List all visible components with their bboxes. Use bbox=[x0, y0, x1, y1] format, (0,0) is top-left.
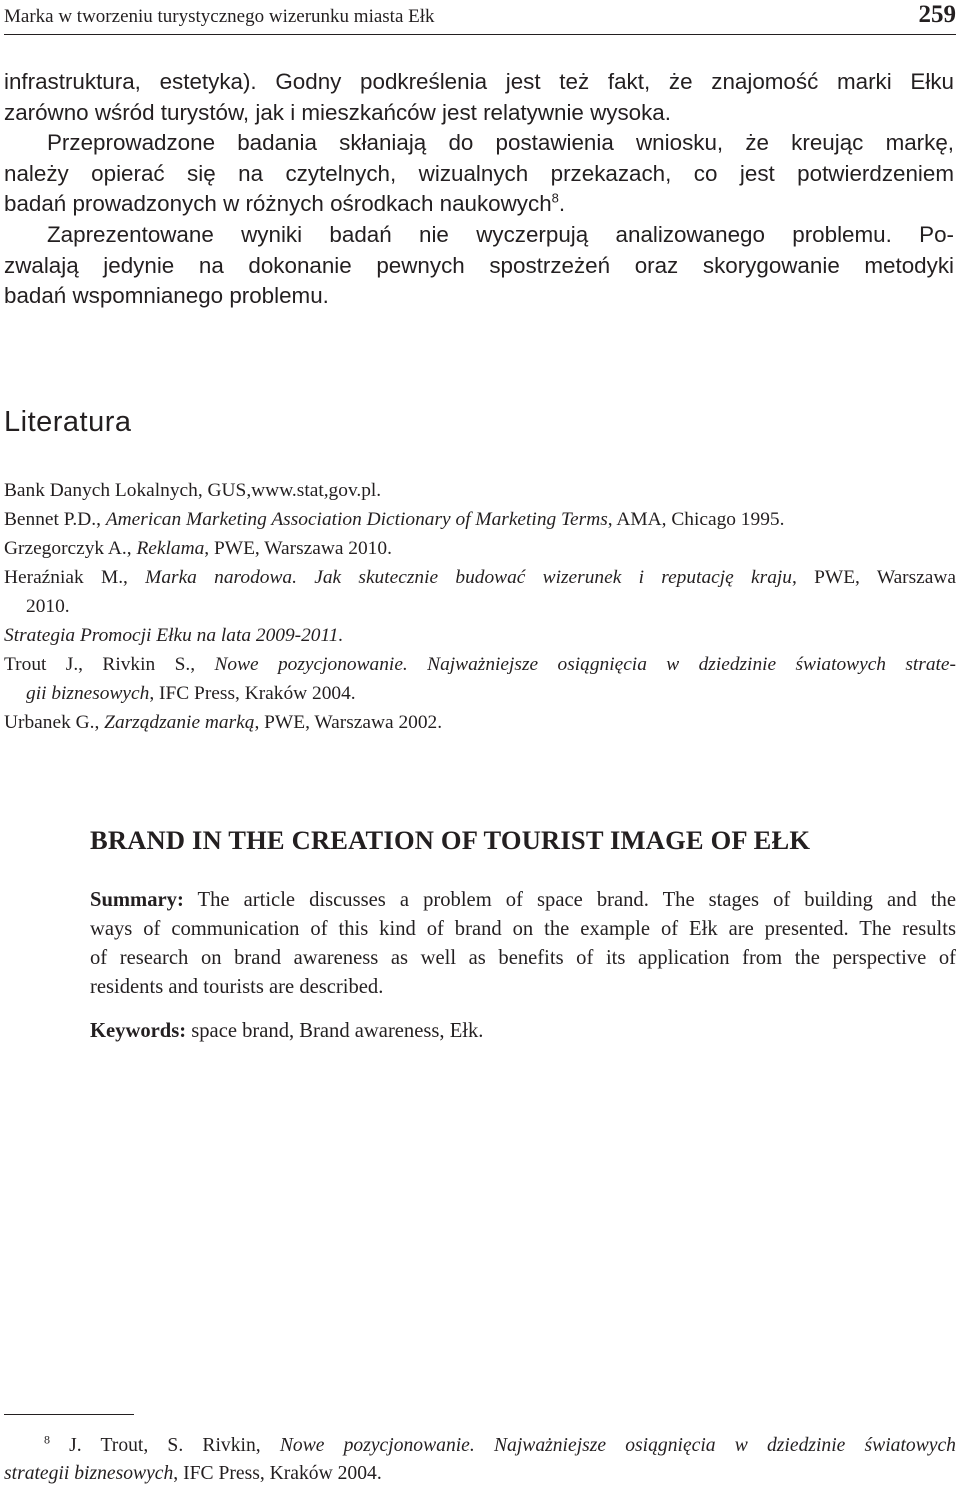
english-summary bbox=[90, 886, 956, 1002]
summary-text: The article discusses a problem of space brand. The stages of building and the bbox=[183, 889, 956, 911]
entry-publisher: , PWE, Warszawa 2010. bbox=[204, 538, 392, 559]
body-line: Przeprowadzone badania skłaniają do postawienia wniosku, że kreując markę, bbox=[47, 130, 954, 156]
body-line-end: . bbox=[558, 191, 566, 217]
running-title: Marka w tworzeniu turystycznego wizerunku miasta Ełk bbox=[4, 6, 435, 27]
running-header bbox=[4, 0, 956, 35]
body-line: infrastruktura, estetyka). Godny podkreślenia jest też fakt, że znajomość marki Ełku bbox=[4, 69, 954, 94]
page-number: 259 bbox=[918, 1, 956, 28]
footnote-divider bbox=[4, 1414, 134, 1415]
bibliography-entry-continuation bbox=[4, 679, 956, 708]
bibliography-entry: Bank Danych Lokalnych, GUS,www.stat,gov.pl. bbox=[4, 480, 382, 501]
entry-title: Zarządzanie marką bbox=[104, 712, 255, 733]
entry-publisher: , PWE, Warszawa 2002. bbox=[254, 712, 443, 733]
entry-title: Nowe pozycjonowanie. Najważniejsze osiągnięcia w dziedzinie światowych strate- bbox=[214, 654, 956, 675]
bibliography-entry bbox=[4, 708, 956, 737]
keywords-text: space brand, Brand awareness, Ełk. bbox=[186, 1020, 484, 1042]
body-line: badań wspomnianego problemu. bbox=[4, 283, 329, 309]
body-line: należy opierać się na czytelnych, wizualnych przekazach, co jest potwierdzeniem bbox=[4, 160, 954, 186]
footnote-title: strategii biznesowych bbox=[4, 1463, 174, 1484]
entry-publisher: , IFC Press, Kraków 2004. bbox=[149, 683, 356, 704]
entry-title: Reklama bbox=[136, 538, 205, 559]
footnote-author: J. Trout, S. Rivkin, bbox=[50, 1435, 280, 1456]
footnote-title: Nowe pozycjonowanie. Najważniejsze osiągnięcia w dziedzinie światowych bbox=[279, 1435, 956, 1456]
bibliography-entry bbox=[4, 534, 956, 563]
entry-author: Grzegorczyk A., bbox=[4, 538, 137, 559]
footnote-line bbox=[4, 1460, 956, 1488]
body-line: zarówno wśród turystów, jak i mieszkańców jest relatywnie wysoka. bbox=[4, 99, 671, 125]
entry-title: American Marketing Association Dictionary of Marketing Terms bbox=[105, 509, 608, 530]
entry-author: Heraźniak M., bbox=[4, 567, 146, 588]
english-title: BRAND IN THE CREATION OF TOURIST IMAGE OF EŁK bbox=[90, 825, 811, 855]
summary-line bbox=[90, 886, 956, 915]
keywords-label: Keywords: bbox=[90, 1020, 187, 1042]
bibliography-entry-continuation: 2010. bbox=[26, 596, 70, 617]
bibliography-entry bbox=[4, 563, 956, 592]
bibliography bbox=[4, 476, 956, 737]
bibliography-entry bbox=[4, 505, 956, 534]
footnote-line bbox=[4, 1432, 956, 1460]
entry-author: Trout J., Rivkin S., bbox=[4, 654, 215, 675]
literature-heading: Literatura bbox=[4, 406, 132, 438]
keywords bbox=[90, 1017, 483, 1046]
bibliography-entry: Strategia Promocji Ełku na lata 2009-2011. bbox=[4, 625, 344, 646]
body-line bbox=[4, 189, 954, 220]
entry-publisher: , PWE, Warszawa bbox=[791, 567, 957, 588]
bibliography-entry bbox=[4, 650, 956, 679]
entry-title: gii biznesowych bbox=[26, 683, 150, 704]
entry-publisher: , AMA, Chicago 1995. bbox=[607, 509, 785, 530]
summary-line: of research on brand awareness as well as benefits of its application from the perspective of bbox=[90, 947, 956, 969]
footnote-mark: 8 bbox=[44, 1432, 50, 1447]
footnote bbox=[4, 1432, 956, 1488]
footnote-reference[interactable]: 8 bbox=[551, 190, 559, 206]
body-line: Zaprezentowane wyniki badań nie wyczerpują analizowanego problemu. Po- bbox=[47, 221, 954, 247]
entry-author: Bennet P.D., bbox=[4, 509, 106, 530]
body-paragraphs bbox=[4, 67, 954, 312]
body-line-text: badań prowadzonych w różnych ośrodkach naukowych bbox=[4, 191, 552, 217]
entry-title: Marka narodowa. Jak skutecznie budować wizerunek i reputację kraju bbox=[145, 567, 792, 588]
body-line: zwalają jedynie na dokonanie pewnych spostrzeżeń oraz skorygowanie metodyki bbox=[4, 252, 954, 278]
entry-author: Urbanek G., bbox=[4, 712, 105, 733]
summary-label: Summary: bbox=[90, 889, 184, 911]
footnote-publisher: , IFC Press, Kraków 2004. bbox=[173, 1463, 382, 1484]
summary-line: ways of communication of this kind of brand on the example of Ełk are presented. The results bbox=[90, 918, 956, 940]
summary-line: residents and tourists are described. bbox=[90, 976, 384, 998]
